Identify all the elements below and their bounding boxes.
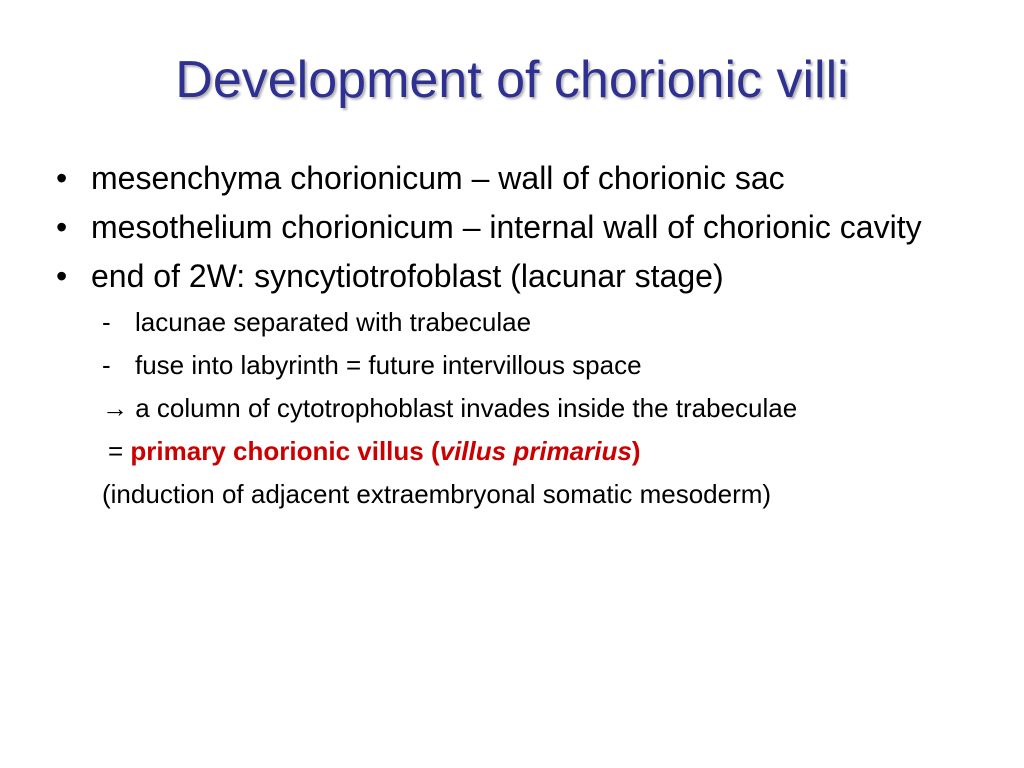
bullet-text: mesothelium chorionicum – internal wall of chorionic cavity [91, 209, 922, 245]
dash-marker: - [102, 307, 111, 337]
dash-marker: - [102, 350, 111, 380]
sub-item-text: lacunae separated with trabeculae [135, 307, 532, 337]
primary-villus-line [56, 436, 996, 467]
bullet-marker: • [56, 209, 68, 245]
induction-line: (induction of adjacent extraembryonal somatic mesoderm) [102, 479, 772, 509]
bullet-item [56, 160, 996, 197]
latin-term: villus primarius [439, 436, 632, 466]
sub-item [56, 350, 996, 381]
slide-title: Development of chorionic villi [175, 51, 849, 109]
sub-item-text: fuse into labyrinth = future intervillous space [135, 350, 642, 380]
bullet-item [56, 258, 996, 295]
bullet-marker: • [56, 160, 68, 196]
sub-item [56, 307, 996, 338]
equals-prefix: = [108, 436, 131, 466]
bullet-marker: • [56, 258, 68, 294]
arrow-line: → a column of cytotrophoblast invades inside the trabeculae [102, 393, 798, 423]
closing-paren: ) [631, 436, 641, 466]
bullet-text: end of 2W: syncytiotrofoblast (lacunar stage) [91, 258, 724, 294]
bullet-item [56, 209, 996, 246]
primary-villus-term: primary chorionic villus ( [130, 436, 440, 466]
bullet-text: mesenchyma chorionicum – wall of chorionic sac [91, 160, 785, 196]
slide-body [56, 160, 996, 522]
